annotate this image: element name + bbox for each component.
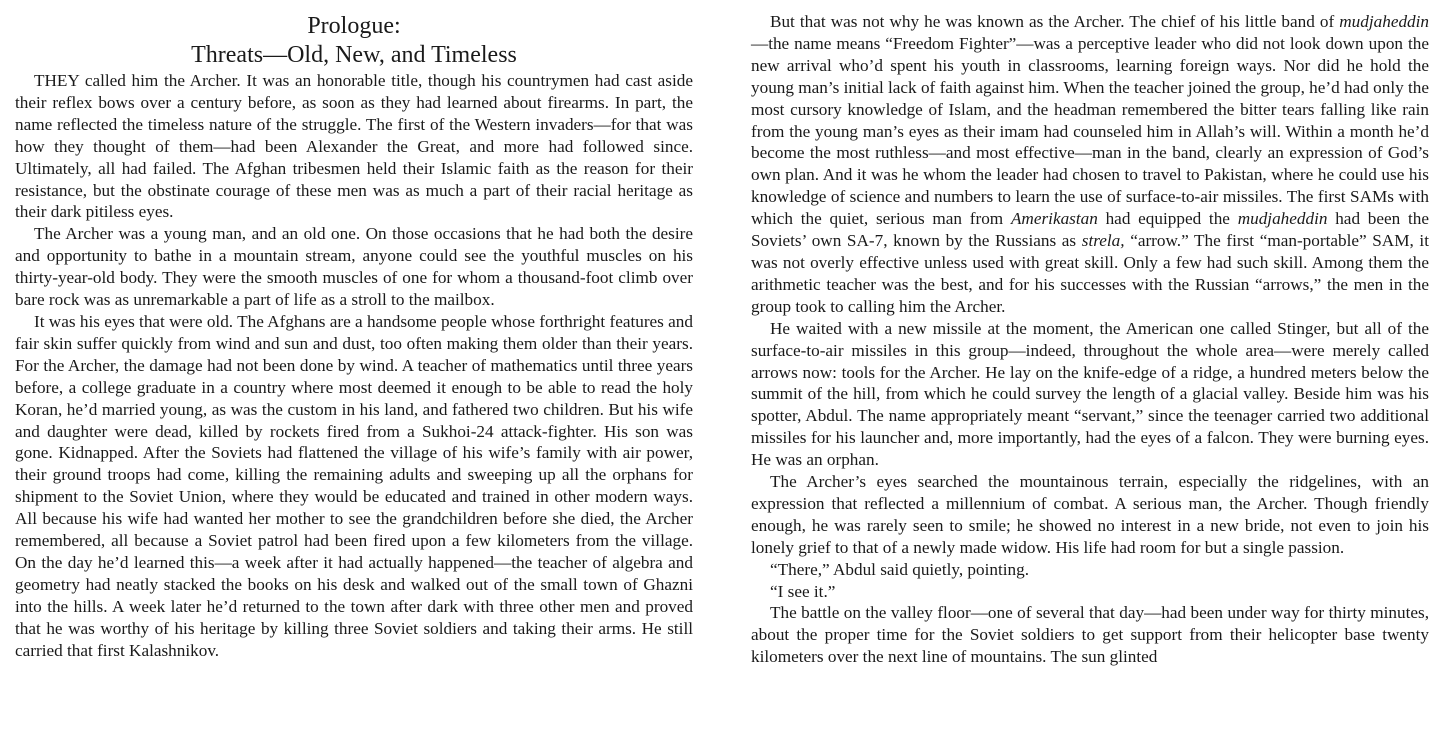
chapter-heading [15,0,693,70]
italic-term: Amerikastan [1010,209,1098,229]
paragraph: THEY called him the Archer. It was an honorable title, though his countrymen had cast aside their reflex bows over a century before, as soon as they had learned about firearms. In part, the name reflected the timeless nature of the struggle. The first of the Western invaders—for that was how they thought of them—had been Alexander the Great, and more had followed since. Ultimately, all had failed. The Afghan tribesmen held their Islamic faith as the reason for their resistance, but the obstinate courage of these men was as much a part of their racial heritage as their dark pitiless eyes. [15,71,693,222]
paragraph [751,11,1429,318]
paragraph: The battle on the valley floor—one of several that day—had been under way for thirty minutes, about the proper time for the Soviet soldiers to get support from their helicopter base twenty kilometers over the next line of mountains. The sun glinted [751,603,1429,667]
paragraph: He waited with a new missile at the moment, the American one called Stinger, but all of the surface-to-air missiles in this group—indeed, throughout the whole area—were merely called arrows now: tools for the Archer. He lay on the knife-edge of a ridge, a hundred meters below the summit of the hill, from which he could survey the length of a glacial valley. Beside him was his spotter, Abdul. The name appropriately meant “servant,” since the teenager carried two additional missiles for his launcher and, more importantly, had the eyes of a falcon. They were burning eyes. He was an orphan. [751,318,1429,470]
paragraph: The Archer’s eyes searched the mountainous terrain, especially the ridgelines, with an expression that reflected a millennium of combat. A serious man, the Archer. Though friendly enough, he was rarely seen to smile; he showed no interest in a new bride, not even to join his lonely grief to that of a newly made widow. His life had room for but a single passion. [751,472,1429,557]
paragraph: The Archer was a young man, and an old one. On those occasions that he had both the desire and opportunity to bathe in a mountain stream, anyone could see the youthful muscles on his thirty-year-old body. They were the smooth muscles of one for whom a thousand-foot climb over bare rock was as unremarkable a part of life as a stroll to the mailbox. [15,224,693,310]
paragraph: “There,” Abdul said quietly, pointing. [770,559,1030,579]
italic-term: mudjaheddin [1339,12,1429,31]
text-run: “arrow.” The first “man-portable” SAM, it was not overly effective unless used with great skill. Only a few had such skill. Among them the arithmetic teacher was the best, and for his successes with the Russian “arrows,” the men in the group took to calling him the Archer. [751,231,1429,316]
right-page [751,11,1429,668]
paragraph: It was his eyes that were old. The Afghans are a handsome people whose forthright features and fair skin suffer quickly from wind and sun and dust, too often making them older than their years. For the Archer, the damage had not been done by wind. A teacher of mathematics until three years before, a college graduate in a country where most deemed it enough to be able to read the holy Koran, he’d married young, as was the custom in his land, and fathered two children. But his wife and daughter were dead, killed by rockets fired from a Sukhoi-24 attack-fighter. His son was gone. Kidnapped. After the Soviets had flattened the village of his wife’s family with air power, their ground troops had come, killing the remaining adults and sweeping up all the orphans for shipment to the Soviet Union, where they would be educated and trained in other modern ways. All because his wife had wanted her mother to see the grandchildren before she died, the Archer remembered, all because a Soviet patrol had been fired upon a few kilometers from the village. On the day he’d learned this—a week after it had actually happened—the teacher of algebra and geometry had neatly stacked the books on his desk and walked out of the small town of Ghazni into the hills. A week later he’d returned to the town after dark with three other men and proved that he was worthy of his heritage by killing three Soviet soldiers and taking their arms. He still carried that first Kalashnikov. [15,311,693,660]
text-run: But that was not why he was known as the Archer. The chief of his little band of [770,12,1340,31]
paragraph: “I see it.” [770,581,836,601]
italic-term: mudjaheddin [1237,209,1328,229]
chapter-title-line-1: Prologue: [307,13,401,39]
italic-term: strela, [1081,231,1125,251]
text-run: had equipped the [1097,209,1238,229]
text-run: —the name means “Freedom Fighter”—was a perceptive leader who did not look down upon the new arrival who’d spent his youth in classrooms, learning foreign ways. Nor did he hold the young man’s initial lack of faith against him. When the teacher joined the group, he’d had only the most cursory knowledge of Islam, and the headman remembered the bitter tears falling like rain from the young man’s eyes as their imam had counseled him in Allah’s will. Within a month he’d become the most ruthless—and most effective—man in the band, clearly an expression of God’s own plan. And it was he whom the leader had chosen to travel to Pakistan, where he could use his knowledge of science and numbers to learn the use of surface-to-air missiles. The first SAMs with which the quiet, serious man from [751,33,1429,229]
chapter-title-line-2: Threats—Old, New, and Timeless [191,42,517,68]
left-page [15,0,693,661]
text-run: had been the Soviets’ own SA-7, known by the Russians as [751,209,1429,251]
